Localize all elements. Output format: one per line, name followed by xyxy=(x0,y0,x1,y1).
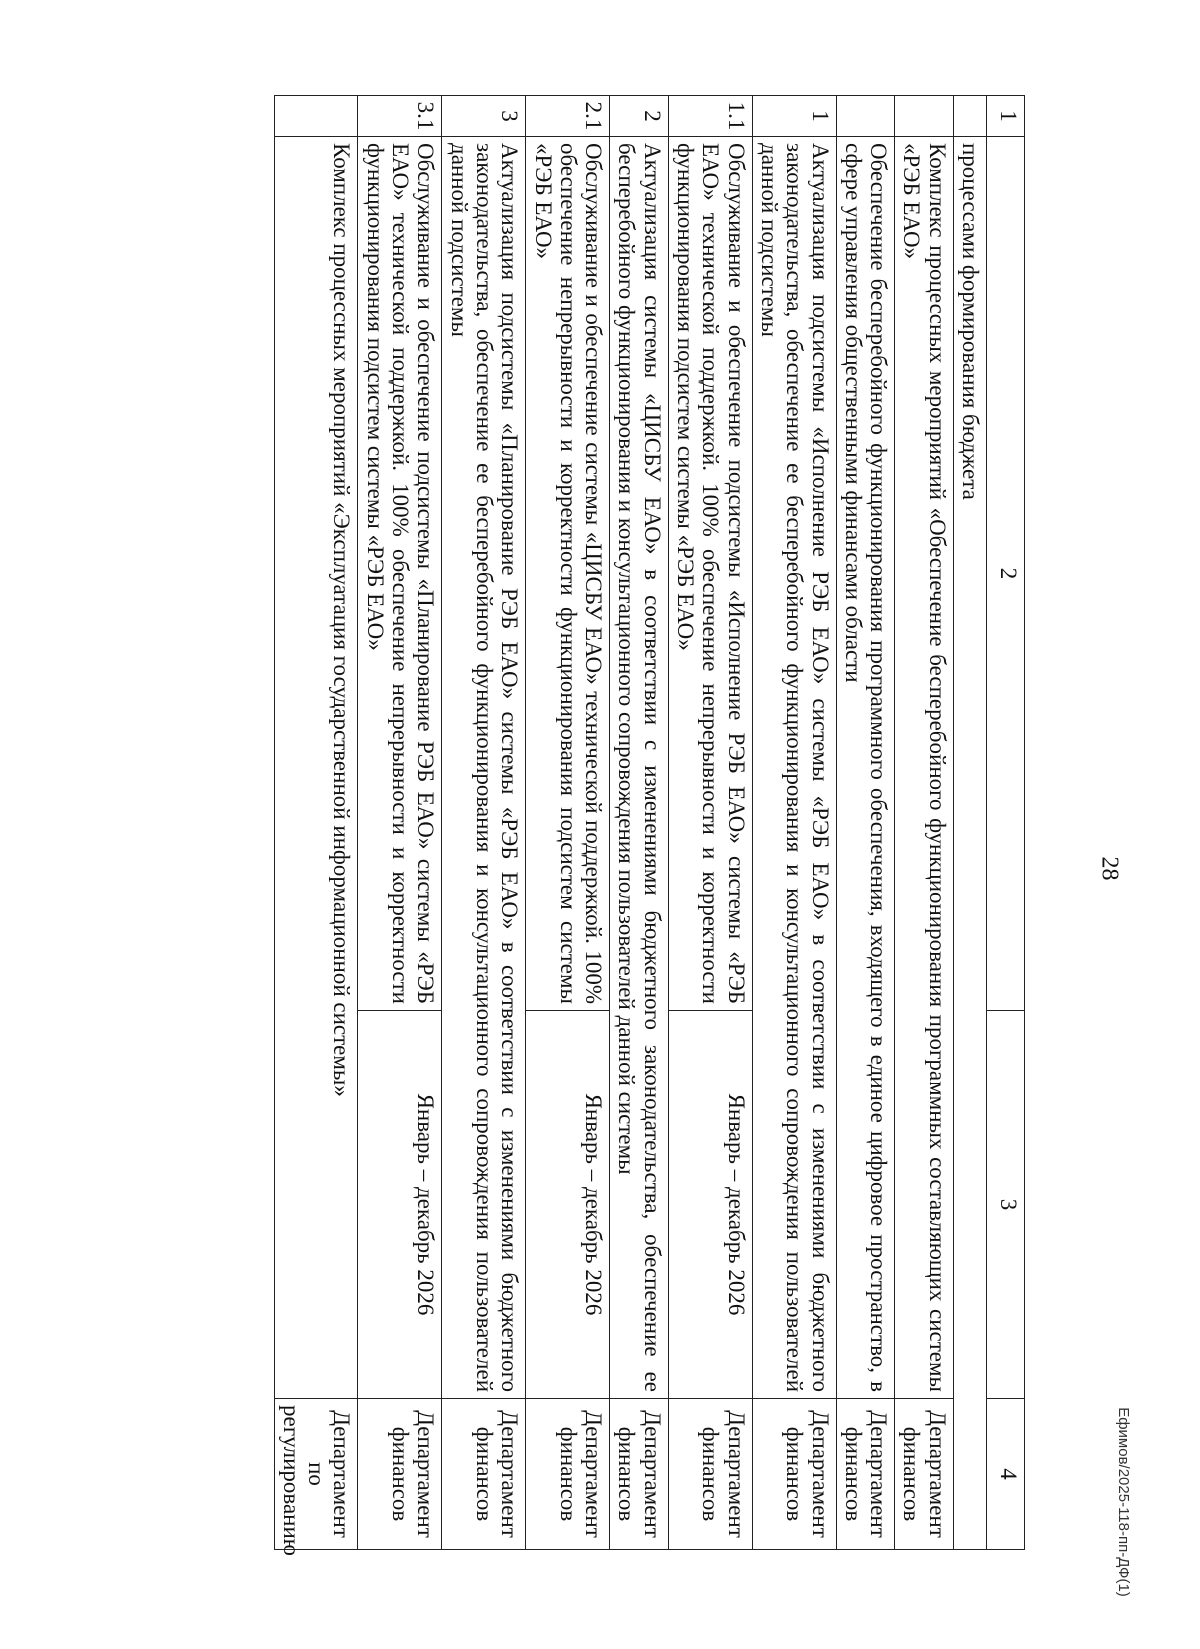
row-description: Обслуживание и обеспечение подсистемы «Исполнение РЭБ ЕАО» системы «РЭБ ЕАО» технической поддержкой. 100% обеспечение непрерывности и корректности функционирования подсистем системы «РЭБ ЕАО» xyxy=(668,137,752,1011)
document-code: Ефимов/2025-118-пп-ДФ(1) xyxy=(1115,1407,1132,1597)
table-row xyxy=(610,96,669,1550)
row-period: Январь – декабрь 2026 xyxy=(668,1011,752,1399)
rotated-page-content xyxy=(95,95,1025,1556)
row-responsible: Департамент финансов xyxy=(610,1399,669,1550)
row-number: 1.1 xyxy=(668,96,752,137)
row-responsible: Департамент финансов xyxy=(895,1399,954,1550)
row-description: Актуализация подсистемы «Планирование РЭБ ЕАО» системы «РЭБ ЕАО» в соответствии с изменениями бюджетного законодательства, обеспечение ее бесперебойного функционирования и консультационного сопровождения пользователей данной подсистемы xyxy=(442,137,526,1399)
row-responsible: Департамент финансов xyxy=(442,1399,526,1550)
row-responsible: Департамент финансов xyxy=(358,1399,442,1550)
table-row xyxy=(895,96,954,1550)
table-row xyxy=(358,96,442,1550)
row-number: 3.1 xyxy=(358,96,442,137)
row-responsible: Департамент финансов xyxy=(668,1399,752,1550)
header-col-4: 4 xyxy=(987,1399,1025,1550)
row-number: 1 xyxy=(752,96,836,137)
table-row xyxy=(836,96,895,1550)
row-number: 2.1 xyxy=(526,96,610,137)
row-description: Актуализация подсистемы «Исполнение РЭБ ЕАО» системы «РЭБ ЕАО» в соответствии с изменениями бюджетного законодательства, обеспечение ее бесперебойного функционирования и консультационного сопровождения пользователей данной подсистемы xyxy=(752,137,836,1399)
row-responsible: Департамент финансов xyxy=(836,1399,895,1550)
row-description: Комплекс процессных мероприятий «Эксплуатация государственной информационной системы» xyxy=(274,137,358,1399)
row-number xyxy=(274,96,358,137)
table-row xyxy=(526,96,610,1550)
row-description: процессами формирования бюджета xyxy=(953,137,986,1550)
row-description: Обслуживание и обеспечение подсистемы «Планирование РЭБ ЕАО» системы «РЭБ ЕАО» технической поддержкой. 100% обеспечение непрерывности и корректности функционирования подсистем системы «РЭБ ЕАО» xyxy=(358,137,442,1011)
row-description: Комплекс процессных мероприятий «Обеспечение бесперебойного функционирования программных составляющих системы «РЭБ ЕАО» xyxy=(895,137,954,1399)
row-responsible: Департамент финансов xyxy=(752,1399,836,1550)
row-number xyxy=(836,96,895,137)
header-col-3: 3 xyxy=(987,1011,1025,1399)
row-number xyxy=(895,96,954,137)
table-row xyxy=(953,96,986,1550)
row-period: Январь – декабрь 2026 xyxy=(358,1011,442,1399)
row-number xyxy=(953,96,986,137)
row-description: Обеспечение бесперебойного функционирования программного обеспечения, входящего в единое цифровое пространство, в сфере управления общественными финансами области xyxy=(836,137,895,1399)
row-number: 3 xyxy=(442,96,526,137)
row-description: Актуализация системы «ЦИСБУ ЕАО» в соответствии с изменениями бюджетного законодательства, обеспечение ее бесперебойного функционирования и консультационного сопровождения пользователей данной системы xyxy=(610,137,669,1399)
row-responsible: Департамент по регулированию xyxy=(274,1399,358,1550)
row-description: Обслуживание и обеспечение системы «ЦИСБУ ЕАО» технической поддержкой. 100% обеспечение непрерывности и корректности функционирования подсистем системы «РЭБ ЕАО» xyxy=(526,137,610,1011)
activities-table xyxy=(274,95,1025,1556)
table-row xyxy=(668,96,752,1550)
row-responsible: Департамент финансов xyxy=(526,1399,610,1550)
header-col-1: 1 xyxy=(987,96,1025,137)
row-period: Январь – декабрь 2026 xyxy=(526,1011,610,1399)
row-number: 2 xyxy=(610,96,669,137)
table-row xyxy=(752,96,836,1550)
table-row xyxy=(442,96,526,1550)
header-col-2: 2 xyxy=(987,137,1025,1011)
table-header-row xyxy=(987,96,1025,1550)
table-row xyxy=(274,96,358,1550)
page-number: 28 xyxy=(1096,856,1123,881)
